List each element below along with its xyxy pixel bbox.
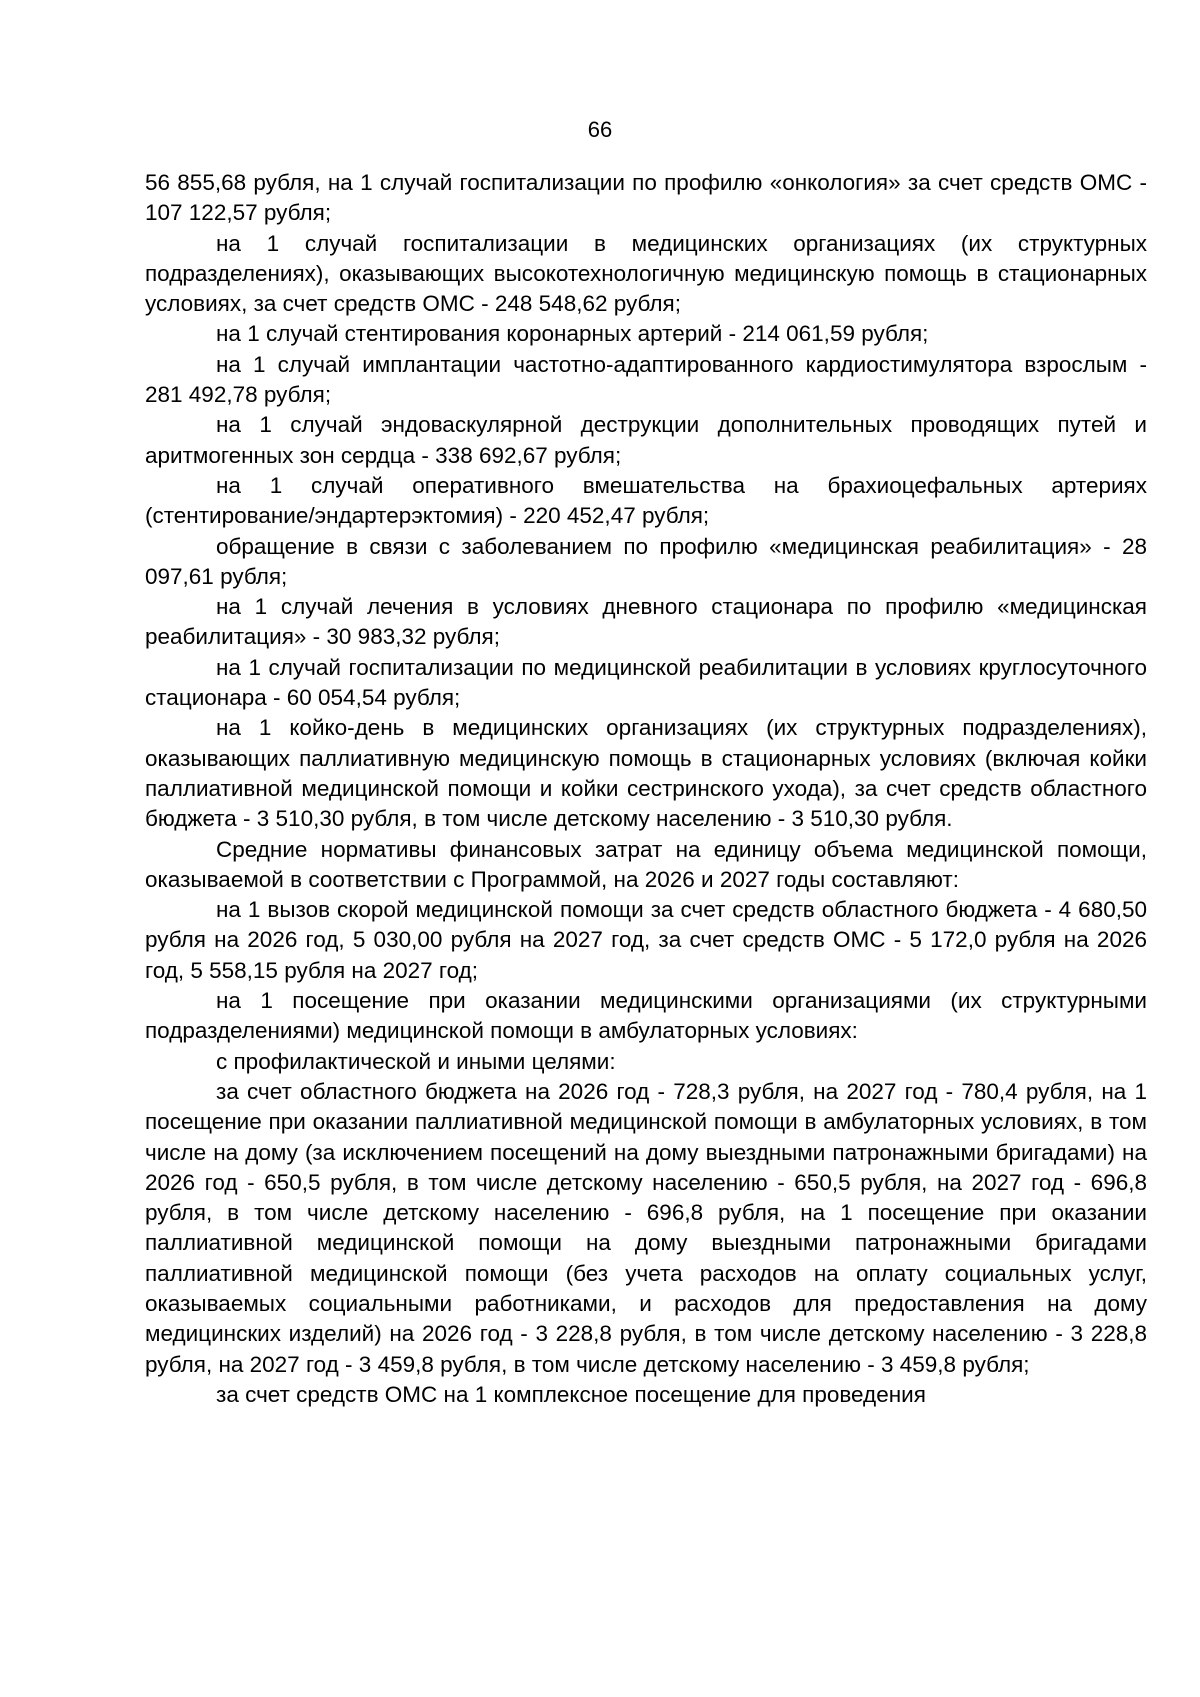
paragraph: на 1 случай госпитализации в медицинских организациях (их структурных подразделениях), оказывающих высокотехнологичную медицинскую помощь в стационарных условиях, за счет средств ОМС - 248 548,62 рубля; (145, 230, 1147, 317)
document-body (145, 168, 1147, 1410)
paragraph: на 1 посещение при оказании медицинскими организациями (их структурными подразделениями) медицинской помощи в амбулаторных условиях: (145, 988, 1147, 1044)
paragraph: за счет областного бюджета на 2026 год - 728,3 рубля, на 2027 год - 780,4 рубля, на 1 посещение при оказании паллиативной медицинской помощи в амбулаторных условиях, в том числе на дому (за исключением посещений на дому выездными патронажными бригадами) на 2026 год - 650,5 рубля, в том числе детскому населению - 650,5 рубля, на 2027 год - 696,8 рубля, в том числе детскому населению - 696,8 рубля, на 1 посещение при оказании паллиативной медицинской помощи на дому выездными патронажными бригадами паллиативной медицинской помощи (без учета расходов на оплату социальных услуг, оказываемых социальными работниками, и расходов для предоставления на дому медицинских изделий) на 2026 год - 3 228,8 рубля, в том числе детскому населению - 3 228,8 рубля, на 2027 год - 3 459,8 рубля, в том числе детскому населению - 3 459,8 рубля; (145, 1078, 1147, 1377)
paragraph: за счет средств ОМС на 1 комплексное посещение для проведения (216, 1381, 926, 1407)
paragraph: с профилактической и иными целями: (216, 1048, 616, 1074)
page-number: 66 (587, 117, 613, 142)
paragraph: на 1 койко-день в медицинских организациях (их структурных подразделениях), оказывающих паллиативную медицинскую помощь в стационарных условиях (включая койки паллиативной медицинской помощи и койки сестринского ухода), за счет средств областного бюджета - 3 510,30 рубля, в том числе детскому населению - 3 510,30 рубля. (145, 715, 1147, 832)
paragraph: на 1 вызов скорой медицинской помощи за счет средств областного бюджета - 4 680,50 рубля на 2026 год, 5 030,00 рубля на 2027 год, за счет средств ОМС - 5 172,0 рубля на 2026 год, 5 558,15 рубля на 2027 год; (145, 897, 1147, 983)
paragraph: на 1 случай стентирования коронарных артерий - 214 061,59 рубля; (216, 321, 929, 347)
paragraph: 56 855,68 рубля, на 1 случай госпитализации по профилю «онкология» за счет средств ОМС - 107 122,57 рубля; (145, 170, 1147, 226)
paragraph: на 1 случай эндоваскулярной деструкции дополнительных проводящих путей и аритмогенных зон сердца - 338 692,67 рубля; (145, 412, 1147, 468)
paragraph: обращение в связи с заболеванием по профилю «медицинская реабилитация» - 28 097,61 рубля; (145, 533, 1147, 589)
paragraph: на 1 случай госпитализации по медицинской реабилитации в условиях круглосуточного стационара - 60 054,54 рубля; (145, 654, 1147, 711)
paragraph: Средние нормативы финансовых затрат на единицу объема медицинской помощи, оказываемой в соответствии с Программой, на 2026 и 2027 годы составляют: (145, 836, 1147, 892)
paragraph: на 1 случай оперативного вмешательства на брахиоцефальных артериях (стентирование/эндартерэктомия) - 220 452,47 рубля; (145, 472, 1147, 529)
paragraph: на 1 случай имплантации частотно-адаптированного кардиостимулятора взрослым - 281 492,78 рубля; (145, 351, 1147, 408)
paragraph: на 1 случай лечения в условиях дневного стационара по профилю «медицинская реабилитация» - 30 983,32 рубля; (145, 594, 1147, 650)
